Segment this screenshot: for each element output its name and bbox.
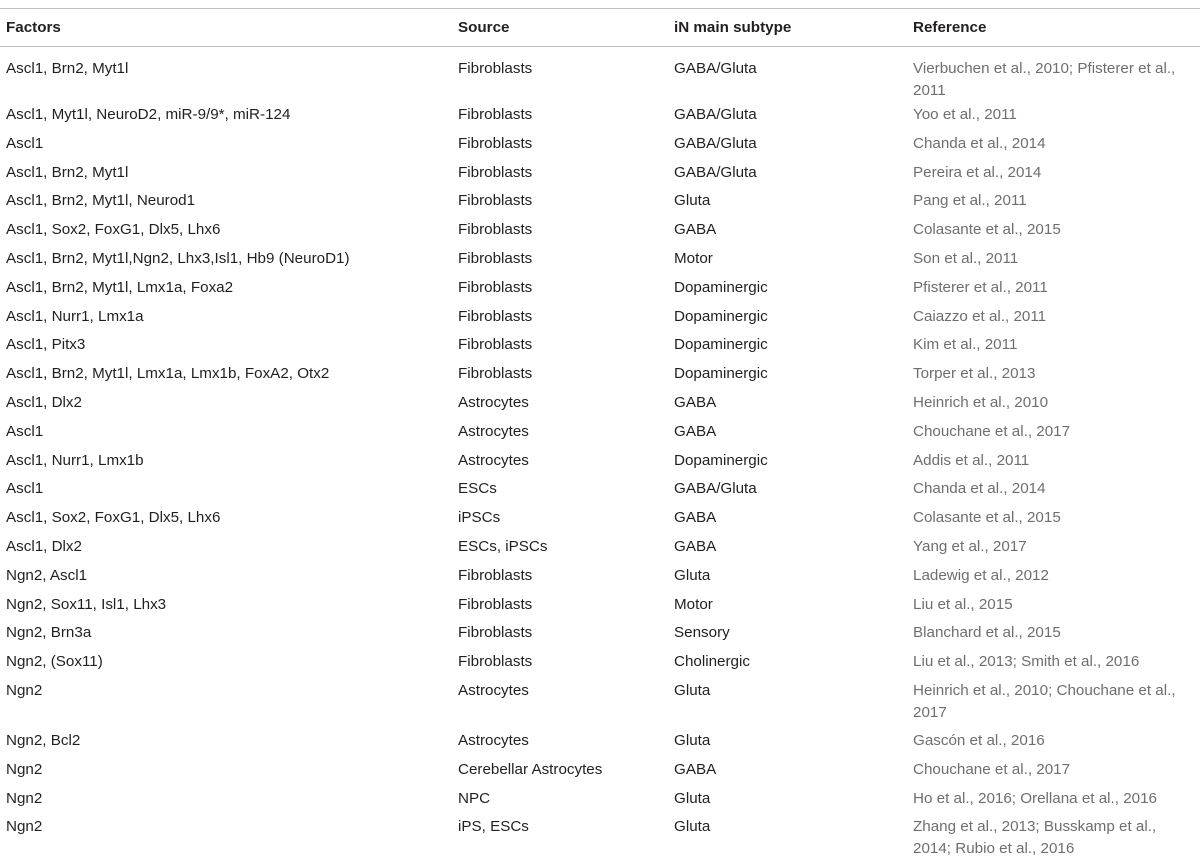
cell-factors: Ascl1, Brn2, Myt1l, Lmx1a, Lmx1b, FoxA2, Otx2 bbox=[0, 361, 457, 390]
cell-subtype: Gluta bbox=[673, 728, 912, 757]
table-row bbox=[0, 332, 1200, 361]
cell-factors: Ascl1, Brn2, Myt1l bbox=[0, 47, 457, 103]
cell-source: Astrocytes bbox=[457, 728, 673, 757]
cell-factors: Ascl1 bbox=[0, 476, 457, 505]
cell-factors: Ngn2, Brn3a bbox=[0, 620, 457, 649]
table-header bbox=[0, 9, 1200, 47]
cell-source: Fibroblasts bbox=[457, 563, 673, 592]
table-row bbox=[0, 563, 1200, 592]
cell-factors: Ngn2, Bcl2 bbox=[0, 728, 457, 757]
cell-reference: Ladewig et al., 2012 bbox=[912, 563, 1200, 592]
cell-source: Fibroblasts bbox=[457, 275, 673, 304]
cell-factors: Ascl1, Pitx3 bbox=[0, 332, 457, 361]
table-row bbox=[0, 102, 1200, 131]
table-row bbox=[0, 246, 1200, 275]
table-row bbox=[0, 131, 1200, 160]
table-row bbox=[0, 678, 1200, 728]
cell-subtype: GABA/Gluta bbox=[673, 47, 912, 103]
cell-source: Fibroblasts bbox=[457, 188, 673, 217]
cell-source: Fibroblasts bbox=[457, 304, 673, 333]
table-row bbox=[0, 217, 1200, 246]
table-row bbox=[0, 419, 1200, 448]
cell-source: Astrocytes bbox=[457, 390, 673, 419]
cell-factors: Ngn2 bbox=[0, 757, 457, 786]
cell-factors: Ascl1, Myt1l, NeuroD2, miR-9/9*, miR-124 bbox=[0, 102, 457, 131]
cell-reference: Chouchane et al., 2017 bbox=[912, 419, 1200, 448]
cell-reference: Pang et al., 2011 bbox=[912, 188, 1200, 217]
table-row bbox=[0, 160, 1200, 189]
cell-reference: Kim et al., 2011 bbox=[912, 332, 1200, 361]
factors-table bbox=[0, 8, 1200, 864]
cell-reference: Son et al., 2011 bbox=[912, 246, 1200, 275]
table-row bbox=[0, 786, 1200, 815]
cell-subtype: Gluta bbox=[673, 563, 912, 592]
cell-subtype: Dopaminergic bbox=[673, 448, 912, 477]
cell-factors: Ngn2 bbox=[0, 678, 457, 728]
cell-reference: Blanchard et al., 2015 bbox=[912, 620, 1200, 649]
cell-source: Astrocytes bbox=[457, 419, 673, 448]
table-row bbox=[0, 361, 1200, 390]
cell-subtype: GABA bbox=[673, 419, 912, 448]
cell-subtype: GABA/Gluta bbox=[673, 160, 912, 189]
cell-subtype: GABA/Gluta bbox=[673, 131, 912, 160]
cell-source: Fibroblasts bbox=[457, 592, 673, 621]
cell-subtype: Gluta bbox=[673, 188, 912, 217]
cell-factors: Ascl1, Nurr1, Lmx1b bbox=[0, 448, 457, 477]
cell-subtype: GABA bbox=[673, 390, 912, 419]
cell-subtype: GABA/Gluta bbox=[673, 102, 912, 131]
cell-reference: Heinrich et al., 2010 bbox=[912, 390, 1200, 419]
cell-source: Fibroblasts bbox=[457, 160, 673, 189]
cell-source: Fibroblasts bbox=[457, 332, 673, 361]
cell-reference: Yoo et al., 2011 bbox=[912, 102, 1200, 131]
cell-reference: Liu et al., 2013; Smith et al., 2016 bbox=[912, 649, 1200, 678]
cell-factors: Ngn2 bbox=[0, 786, 457, 815]
table-row bbox=[0, 649, 1200, 678]
cell-source: Fibroblasts bbox=[457, 47, 673, 103]
cell-source: NPC bbox=[457, 786, 673, 815]
cell-factors: Ascl1, Brn2, Myt1l,Ngn2, Lhx3,Isl1, Hb9 (NeuroD1) bbox=[0, 246, 457, 275]
cell-subtype: Cholinergic bbox=[673, 649, 912, 678]
cell-subtype: GABA/Gluta bbox=[673, 476, 912, 505]
cell-source: ESCs, iPSCs bbox=[457, 534, 673, 563]
header-row bbox=[0, 9, 1200, 47]
cell-factors: Ascl1, Nurr1, Lmx1a bbox=[0, 304, 457, 333]
cell-factors: Ascl1, Brn2, Myt1l, Lmx1a, Foxa2 bbox=[0, 275, 457, 304]
cell-subtype: Motor bbox=[673, 246, 912, 275]
cell-source: iPSCs bbox=[457, 505, 673, 534]
cell-subtype: Dopaminergic bbox=[673, 332, 912, 361]
cell-source: iPS, ESCs bbox=[457, 814, 673, 864]
cell-reference: Pereira et al., 2014 bbox=[912, 160, 1200, 189]
table-row bbox=[0, 275, 1200, 304]
cell-subtype: Gluta bbox=[673, 786, 912, 815]
cell-factors: Ngn2, Sox11, Isl1, Lhx3 bbox=[0, 592, 457, 621]
cell-subtype: Dopaminergic bbox=[673, 361, 912, 390]
cell-reference: Heinrich et al., 2010; Chouchane et al., 2017 bbox=[912, 678, 1200, 728]
cell-factors: Ascl1 bbox=[0, 131, 457, 160]
header-factors: Factors bbox=[0, 9, 457, 47]
cell-source: Fibroblasts bbox=[457, 620, 673, 649]
cell-subtype: Gluta bbox=[673, 814, 912, 864]
table-row bbox=[0, 448, 1200, 477]
cell-reference: Chouchane et al., 2017 bbox=[912, 757, 1200, 786]
cell-source: Fibroblasts bbox=[457, 361, 673, 390]
cell-source: Fibroblasts bbox=[457, 102, 673, 131]
cell-source: Astrocytes bbox=[457, 448, 673, 477]
cell-subtype: Dopaminergic bbox=[673, 304, 912, 333]
cell-factors: Ngn2, (Sox11) bbox=[0, 649, 457, 678]
cell-subtype: Sensory bbox=[673, 620, 912, 649]
cell-reference: Caiazzo et al., 2011 bbox=[912, 304, 1200, 333]
cell-factors: Ascl1, Sox2, FoxG1, Dlx5, Lhx6 bbox=[0, 217, 457, 246]
cell-reference: Colasante et al., 2015 bbox=[912, 505, 1200, 534]
cell-reference: Gascón et al., 2016 bbox=[912, 728, 1200, 757]
cell-source: Fibroblasts bbox=[457, 246, 673, 275]
cell-reference: Addis et al., 2011 bbox=[912, 448, 1200, 477]
cell-reference: Torper et al., 2013 bbox=[912, 361, 1200, 390]
table-body bbox=[0, 47, 1200, 864]
cell-factors: Ngn2, Ascl1 bbox=[0, 563, 457, 592]
cell-reference: Zhang et al., 2013; Busskamp et al., 2014; Rubio et al., 2016 bbox=[912, 814, 1200, 864]
table-row bbox=[0, 47, 1200, 103]
table-row bbox=[0, 304, 1200, 333]
table-row bbox=[0, 390, 1200, 419]
cell-subtype: GABA bbox=[673, 534, 912, 563]
header-reference: Reference bbox=[912, 9, 1200, 47]
cell-reference: Colasante et al., 2015 bbox=[912, 217, 1200, 246]
cell-factors: Ascl1, Brn2, Myt1l bbox=[0, 160, 457, 189]
cell-reference: Ho et al., 2016; Orellana et al., 2016 bbox=[912, 786, 1200, 815]
cell-reference: Pfisterer et al., 2011 bbox=[912, 275, 1200, 304]
header-source: Source bbox=[457, 9, 673, 47]
cell-subtype: Gluta bbox=[673, 678, 912, 728]
cell-source: Fibroblasts bbox=[457, 131, 673, 160]
cell-factors: Ascl1, Sox2, FoxG1, Dlx5, Lhx6 bbox=[0, 505, 457, 534]
cell-source: ESCs bbox=[457, 476, 673, 505]
cell-factors: Ngn2 bbox=[0, 814, 457, 864]
header-subtype: iN main subtype bbox=[673, 9, 912, 47]
cell-subtype: GABA bbox=[673, 757, 912, 786]
table-row bbox=[0, 505, 1200, 534]
cell-subtype: Motor bbox=[673, 592, 912, 621]
cell-source: Astrocytes bbox=[457, 678, 673, 728]
cell-subtype: Dopaminergic bbox=[673, 275, 912, 304]
cell-reference: Chanda et al., 2014 bbox=[912, 131, 1200, 160]
table-row bbox=[0, 814, 1200, 864]
cell-factors: Ascl1, Dlx2 bbox=[0, 390, 457, 419]
table-row bbox=[0, 757, 1200, 786]
cell-source: Cerebellar Astrocytes bbox=[457, 757, 673, 786]
cell-reference: Liu et al., 2015 bbox=[912, 592, 1200, 621]
table-row bbox=[0, 728, 1200, 757]
table-row bbox=[0, 476, 1200, 505]
cell-reference: Yang et al., 2017 bbox=[912, 534, 1200, 563]
cell-subtype: GABA bbox=[673, 505, 912, 534]
cell-factors: Ascl1, Dlx2 bbox=[0, 534, 457, 563]
table-row bbox=[0, 620, 1200, 649]
cell-reference: Chanda et al., 2014 bbox=[912, 476, 1200, 505]
cell-subtype: GABA bbox=[673, 217, 912, 246]
table-row bbox=[0, 592, 1200, 621]
cell-source: Fibroblasts bbox=[457, 217, 673, 246]
table-row bbox=[0, 188, 1200, 217]
cell-factors: Ascl1 bbox=[0, 419, 457, 448]
cell-factors: Ascl1, Brn2, Myt1l, Neurod1 bbox=[0, 188, 457, 217]
cell-source: Fibroblasts bbox=[457, 649, 673, 678]
table-row bbox=[0, 534, 1200, 563]
cell-reference: Vierbuchen et al., 2010; Pfisterer et al., 2011 bbox=[912, 47, 1200, 103]
